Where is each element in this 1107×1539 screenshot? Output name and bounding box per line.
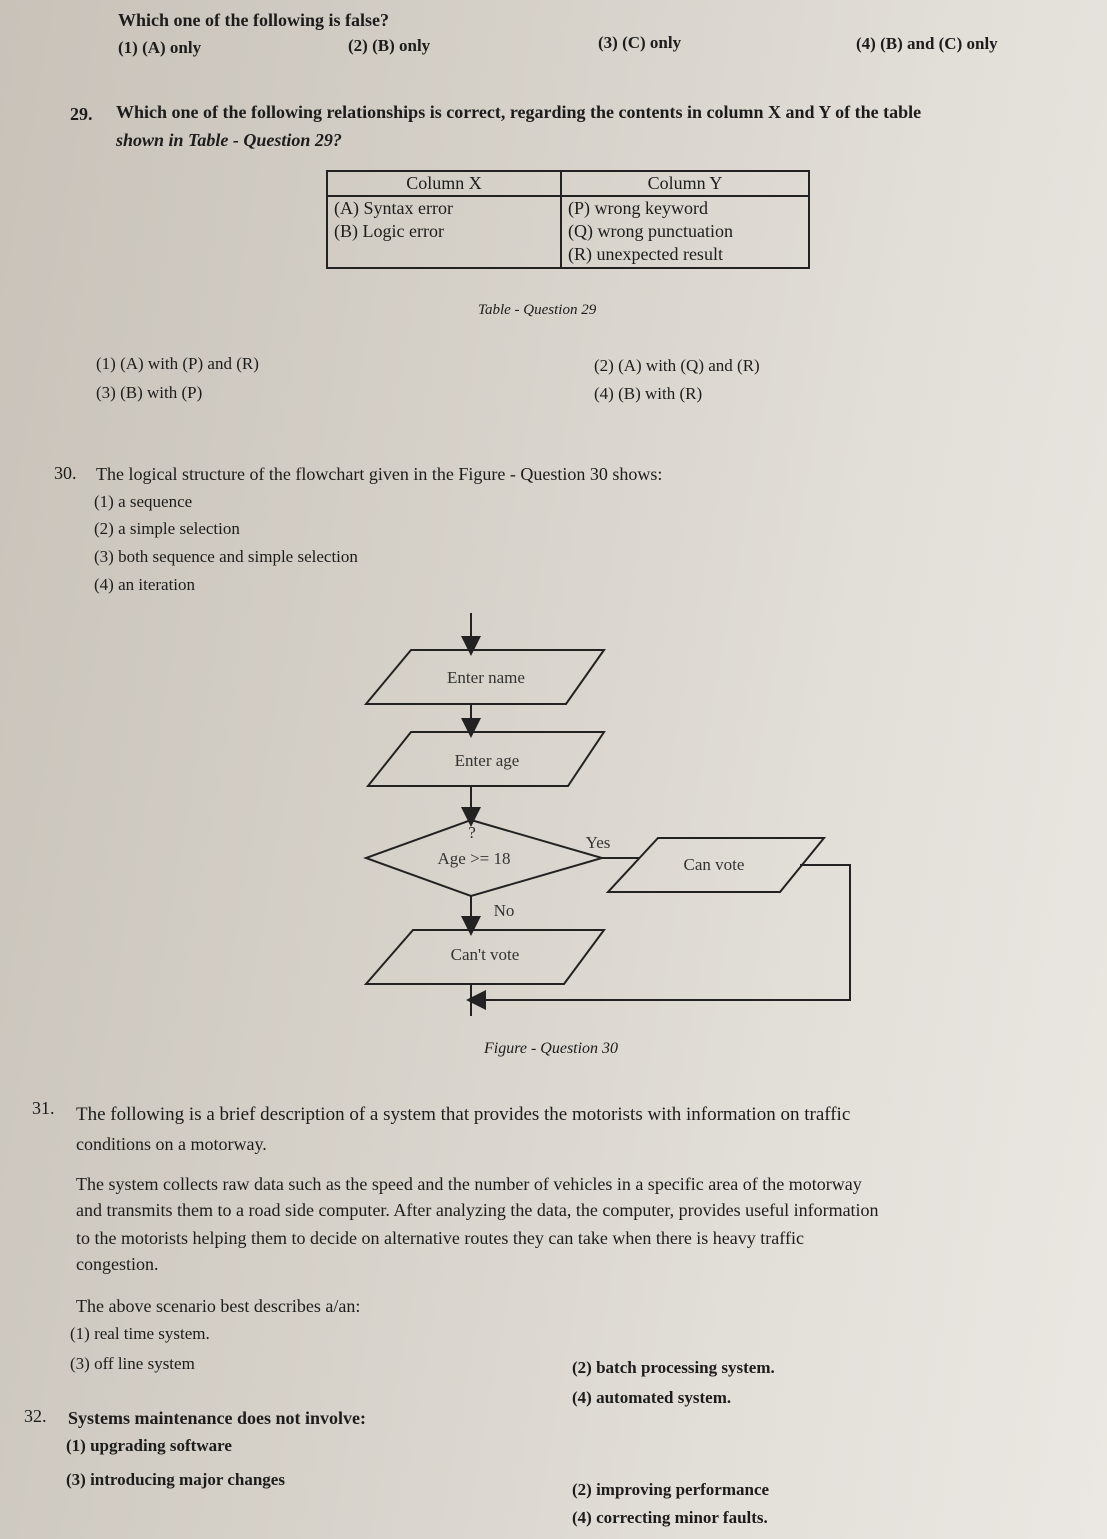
q28-option-1: (1) (A) only [118, 38, 202, 57]
table-row [327, 243, 809, 268]
q31-intro-line2: conditions on a motorway. [76, 1134, 267, 1154]
flow-condition: Age >= 18 [437, 849, 511, 868]
q29-cell: (A) Syntax error [327, 196, 561, 220]
q30-option-3: (3) both sequence and simple selection [94, 547, 358, 566]
table-row [327, 220, 809, 243]
q28-option-2: (2) (B) only [348, 36, 431, 55]
flow-can-vote: Can vote [683, 855, 745, 874]
flow-enter-name: Enter name [447, 668, 525, 687]
q29-col-y-header: Column Y [561, 171, 809, 196]
flow-no-label: No [493, 901, 515, 920]
flow-yes-label: Yes [585, 833, 611, 852]
q29-option-2: (2) (A) with (Q) and (R) [594, 356, 760, 375]
flow-enter-age: Enter age [454, 751, 520, 770]
q32-option-1: (1) upgrading software [66, 1436, 232, 1455]
q31-para-line1: The system collects raw data such as the speed and the number of vehicles in a specific area of the motorway [76, 1174, 862, 1194]
q30-option-4: (4) an iteration [94, 575, 196, 594]
q31-option-3: (3) off line system [70, 1354, 195, 1373]
q28-option-3: (3) (C) only [598, 33, 682, 52]
q32-option-3: (3) introducing major changes [66, 1470, 285, 1489]
q29-stem-line2: shown in Table - Question 29? [116, 130, 342, 150]
table-row [327, 196, 809, 220]
q31-intro-line1: The following is a brief description of a system that provides the motorists with information on traffic [76, 1104, 851, 1125]
q29-cell: (Q) wrong punctuation [561, 220, 809, 243]
q30-stem: The logical structure of the flowchart given in the Figure - Question 30 shows: [96, 464, 663, 484]
q29-option-3: (3) (B) with (P) [96, 383, 203, 402]
q30-option-1: (1) a sequence [94, 492, 193, 511]
q31-para-line4: congestion. [76, 1254, 159, 1274]
q29-stem-line1: Which one of the following relationships is correct, regarding the contents in column X and Y of the table [116, 102, 922, 122]
q29-number: 29. [70, 104, 93, 124]
q29-cell: (R) unexpected result [561, 243, 809, 268]
q31-prompt: The above scenario best describes a/an: [76, 1296, 361, 1316]
q29-table-header-row [327, 171, 809, 196]
q32-option-2: (2) improving performance [572, 1480, 770, 1499]
q29-option-1: (1) (A) with (P) and (R) [96, 354, 259, 373]
q30-number: 30. [54, 463, 77, 483]
q31-para-line3: to the motorists helping them to decide on alternative routes they can take when there is heavy traffic [76, 1228, 804, 1248]
q29-col-x-header: Column X [327, 171, 561, 196]
q30-caption: Figure - Question 30 [484, 1040, 619, 1057]
q28-option-4: (4) (B) and (C) only [856, 34, 998, 53]
flow-condition-mark: ? [468, 823, 476, 842]
q30-flowchart [0, 600, 1107, 1040]
q31-option-1: (1) real time system. [70, 1324, 210, 1343]
q29-cell: (P) wrong keyword [561, 196, 809, 220]
q31-option-2: (2) batch processing system. [572, 1358, 775, 1377]
merge-line [476, 865, 850, 1000]
q30-option-2: (2) a simple selection [94, 519, 240, 538]
q31-para-line2: and transmits them to a road side computer. After analyzing the data, the computer, provides useful information [76, 1200, 879, 1220]
q29-caption: Table - Question 29 [478, 302, 597, 318]
q28-stem: Which one of the following is false? [118, 10, 390, 30]
flow-cant-vote: Can't vote [450, 945, 520, 964]
q29-cell: (B) Logic error [327, 220, 561, 243]
q32-option-4: (4) correcting minor faults. [572, 1508, 768, 1527]
q32-stem: Systems maintenance does not involve: [68, 1408, 366, 1428]
q29-table [326, 170, 810, 269]
q31-number: 31. [32, 1098, 55, 1118]
q29-option-4: (4) (B) with (R) [594, 384, 703, 403]
q32-number: 32. [24, 1406, 47, 1426]
q29-cell [327, 243, 561, 268]
q31-option-4: (4) automated system. [572, 1388, 732, 1407]
